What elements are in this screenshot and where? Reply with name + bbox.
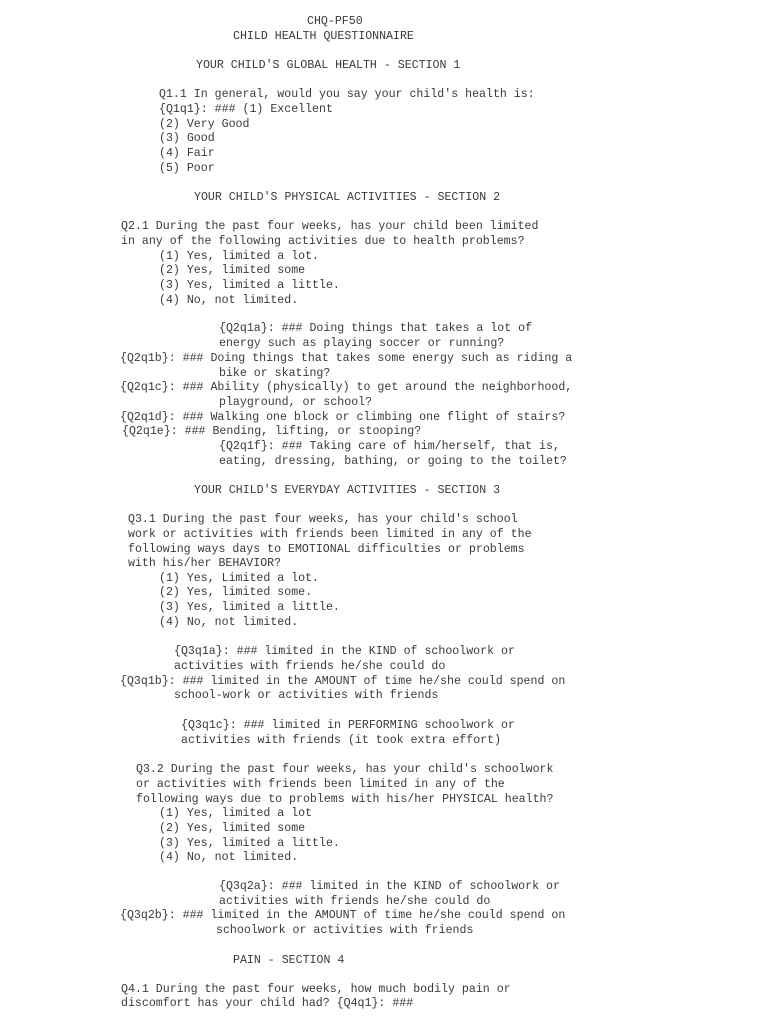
section-1-heading: YOUR CHILD'S GLOBAL HEALTH - SECTION 1 bbox=[196, 59, 461, 72]
q3-1-option: (3) Yes, limited a little. bbox=[159, 601, 340, 614]
q1-1-option: (4) Fair bbox=[159, 147, 215, 160]
q2-item-line: eating, dressing, bathing, or going to the toilet? bbox=[219, 455, 567, 468]
q3-1-item-line: school-work or activities with friends bbox=[174, 689, 439, 702]
q3-1-prompt-line: Q3.1 During the past four weeks, has your child's school bbox=[128, 513, 518, 526]
q3-2-prompt-line: following ways due to problems with his/her PHYSICAL health? bbox=[136, 793, 554, 806]
q2-1-prompt-line: Q2.1 During the past four weeks, has your child been limited bbox=[121, 220, 539, 233]
q3-1-option: (4) No, not limited. bbox=[159, 616, 299, 629]
q3-1-option: (1) Yes, Limited a lot. bbox=[159, 572, 320, 585]
q3-1-item-line: {Q3q1b}: ### limited in the AMOUNT of time he/she could spend on bbox=[120, 675, 566, 688]
q3-2-option: (1) Yes, limited a lot bbox=[159, 807, 313, 820]
q2-1-option: (4) No, not limited. bbox=[159, 294, 299, 307]
q3-1-prompt-line: with his/her BEHAVIOR? bbox=[128, 557, 282, 570]
q3-2-prompt-line: or activities with friends been limited in any of the bbox=[136, 778, 505, 791]
q3-1-item-line: {Q3q1a}: ### limited in the KIND of schoolwork or bbox=[174, 645, 515, 658]
q2-1-option: (2) Yes, limited some bbox=[159, 264, 306, 277]
section-2-heading: YOUR CHILD'S PHYSICAL ACTIVITIES - SECTION 2 bbox=[194, 191, 501, 204]
q3-2-prompt-line: Q3.2 During the past four weeks, has your child's schoolwork bbox=[136, 763, 554, 776]
q4-1-prompt-line: Q4.1 During the past four weeks, how much bodily pain or bbox=[121, 983, 511, 996]
q3-1-prompt-line: following ways days to EMOTIONAL difficulties or problems bbox=[128, 543, 525, 556]
q2-1-option: (3) Yes, limited a little. bbox=[159, 279, 340, 292]
q1-1-prompt: Q1.1 In general, would you say your child's health is: bbox=[159, 88, 535, 101]
q2-item-line: {Q2q1c}: ### Ability (physically) to get around the neighborhood, bbox=[120, 381, 573, 394]
section-4-heading: PAIN - SECTION 4 bbox=[233, 954, 345, 967]
q3-1-prompt-line: work or activities with friends been limited in any of the bbox=[128, 528, 532, 541]
q3-1-item-line: {Q3q1c}: ### limited in PERFORMING schoolwork or bbox=[181, 719, 515, 732]
q1-1-option: (2) Very Good bbox=[159, 118, 250, 131]
q4-1-prompt-line: discomfort has your child had? {Q4q1}: ### bbox=[121, 997, 414, 1010]
q1-1-first-option: {Q1q1}: ### (1) Excellent bbox=[159, 103, 333, 116]
q2-item-line: bike or skating? bbox=[219, 367, 331, 380]
q1-1-option: (5) Poor bbox=[159, 162, 215, 175]
q3-2-item-line: activities with friends he/she could do bbox=[219, 895, 491, 908]
q2-item-line: {Q2q1b}: ### Doing things that takes some energy such as riding a bbox=[120, 352, 573, 365]
q2-item-line: {Q2q1f}: ### Taking care of him/herself, that is, bbox=[219, 440, 560, 453]
q3-2-item-line: {Q3q2b}: ### limited in the AMOUNT of time he/she could spend on bbox=[120, 909, 566, 922]
q3-1-option: (2) Yes, limited some. bbox=[159, 586, 313, 599]
q2-item-line: {Q2q1e}: ### Bending, lifting, or stooping? bbox=[122, 425, 422, 438]
q2-1-prompt-line: in any of the following activities due to health problems? bbox=[121, 235, 525, 248]
q3-2-option: (2) Yes, limited some bbox=[159, 822, 306, 835]
q2-item-line: energy such as playing soccer or running? bbox=[219, 337, 505, 350]
q2-item-line: playground, or school? bbox=[219, 396, 373, 409]
q2-1-option: (1) Yes, limited a lot. bbox=[159, 250, 320, 263]
q3-2-item-line: {Q3q2a}: ### limited in the KIND of schoolwork or bbox=[219, 880, 560, 893]
q3-2-item-line: schoolwork or activities with friends bbox=[216, 924, 474, 937]
q3-1-item-line: activities with friends (it took extra effort) bbox=[181, 734, 502, 747]
section-3-heading: YOUR CHILD'S EVERYDAY ACTIVITIES - SECTION 3 bbox=[194, 484, 501, 497]
form-title: CHILD HEALTH QUESTIONNAIRE bbox=[233, 30, 414, 43]
form-code: CHQ-PF50 bbox=[307, 15, 363, 28]
q3-2-option: (4) No, not limited. bbox=[159, 851, 299, 864]
q3-2-option: (3) Yes, limited a little. bbox=[159, 837, 340, 850]
q2-item-line: {Q2q1d}: ### Walking one block or climbing one flight of stairs? bbox=[120, 411, 566, 424]
q3-1-item-line: activities with friends he/she could do bbox=[174, 660, 446, 673]
q2-item-line: {Q2q1a}: ### Doing things that takes a lot of bbox=[219, 322, 533, 335]
q1-1-option: (3) Good bbox=[159, 132, 215, 145]
